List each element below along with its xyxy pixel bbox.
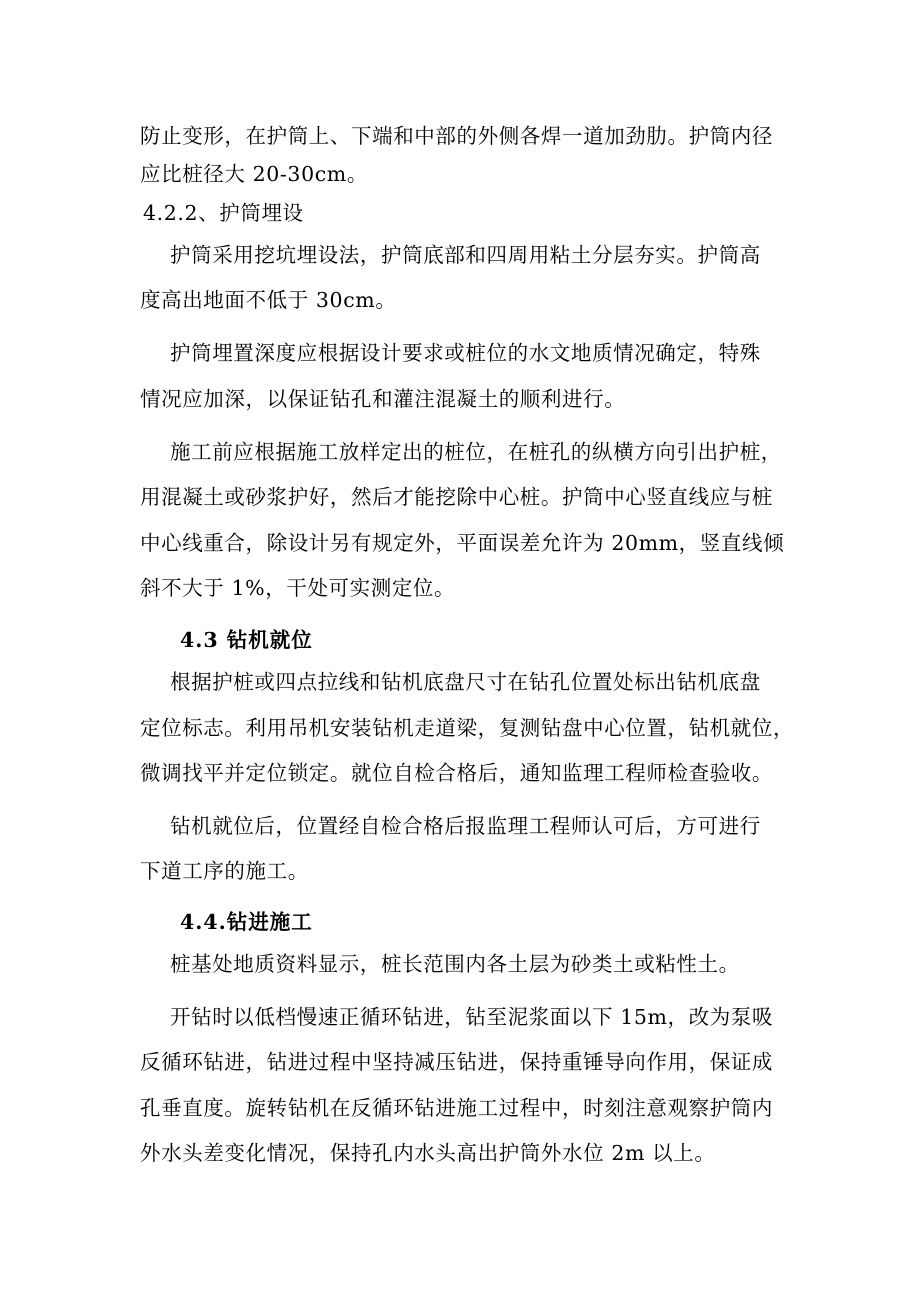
text-line: 应比桩径大 20-30cm。 — [140, 162, 368, 186]
text-line: 度高出地面不低于 30cm。 — [140, 288, 397, 312]
section-heading: 4.3 钻机就位 — [180, 628, 313, 652]
text-line: 孔垂直度。旋转钻机在反循环钻进施工过程中，时刻注意观察护筒内 — [140, 1096, 773, 1120]
text-line: 中心线重合，除设计另有规定外，平面误差允许为 20mm，竖直线倾 — [140, 531, 785, 555]
text-line: 下道工序的施工。 — [140, 859, 309, 883]
text-line: 外水头差变化情况，保持孔内水头高出护筒外水位 2m 以上。 — [140, 1141, 716, 1165]
text-line: 钻机就位后，位置经自检合格后报监理工程师认可后，方可进行 — [170, 814, 761, 838]
text-line: 施工前应根据施工放样定出的桩位，在桩孔的纵横方向引出护桩， — [170, 440, 782, 464]
text-line: 斜不大于 1%，干处可实测定位。 — [140, 576, 456, 600]
text-line: 根据护桩或四点拉线和钻机底盘尺寸在钻孔位置处标出钻机底盘 — [170, 670, 761, 694]
text-line: 防止变形，在护筒上、下端和中部的外侧各焊一道加劲肋。护筒内径 — [140, 124, 773, 148]
text-line: 情况应加深，以保证钻孔和灌注混凝土的顺利进行。 — [140, 387, 626, 411]
subsection-heading: 4.2.2、护筒埋设 — [143, 201, 304, 225]
text-line: 用混凝土或砂浆护好，然后才能挖除中心桩。护筒中心竖直线应与桩 — [140, 485, 773, 509]
text-line: 微调找平并定位锁定。就位自检合格后，通知监理工程师检查验收。 — [140, 761, 773, 785]
text-line: 护筒埋置深度应根据设计要求或桩位的水文地质情况确定，特殊 — [170, 341, 761, 365]
text-line: 定位标志。利用吊机安装钻机走道梁，复测钻盘中心位置，钻机就位， — [140, 716, 795, 740]
section-heading: 4.4.钻进施工 — [180, 910, 313, 934]
text-line: 开钻时以低档慢速正循环钻进，钻至泥浆面以下 15m，改为泵吸 — [170, 1005, 774, 1029]
text-line: 护筒采用挖坑埋设法，护筒底部和四周用粘土分层夯实。护筒高 — [170, 243, 761, 267]
text-line: 桩基处地质资料显示，桩长范围内各土层为砂类土或粘性土。 — [170, 952, 740, 976]
text-line: 反循环钻进，钻进过程中坚持减压钻进，保持重锤导向作用，保证成 — [140, 1050, 773, 1074]
